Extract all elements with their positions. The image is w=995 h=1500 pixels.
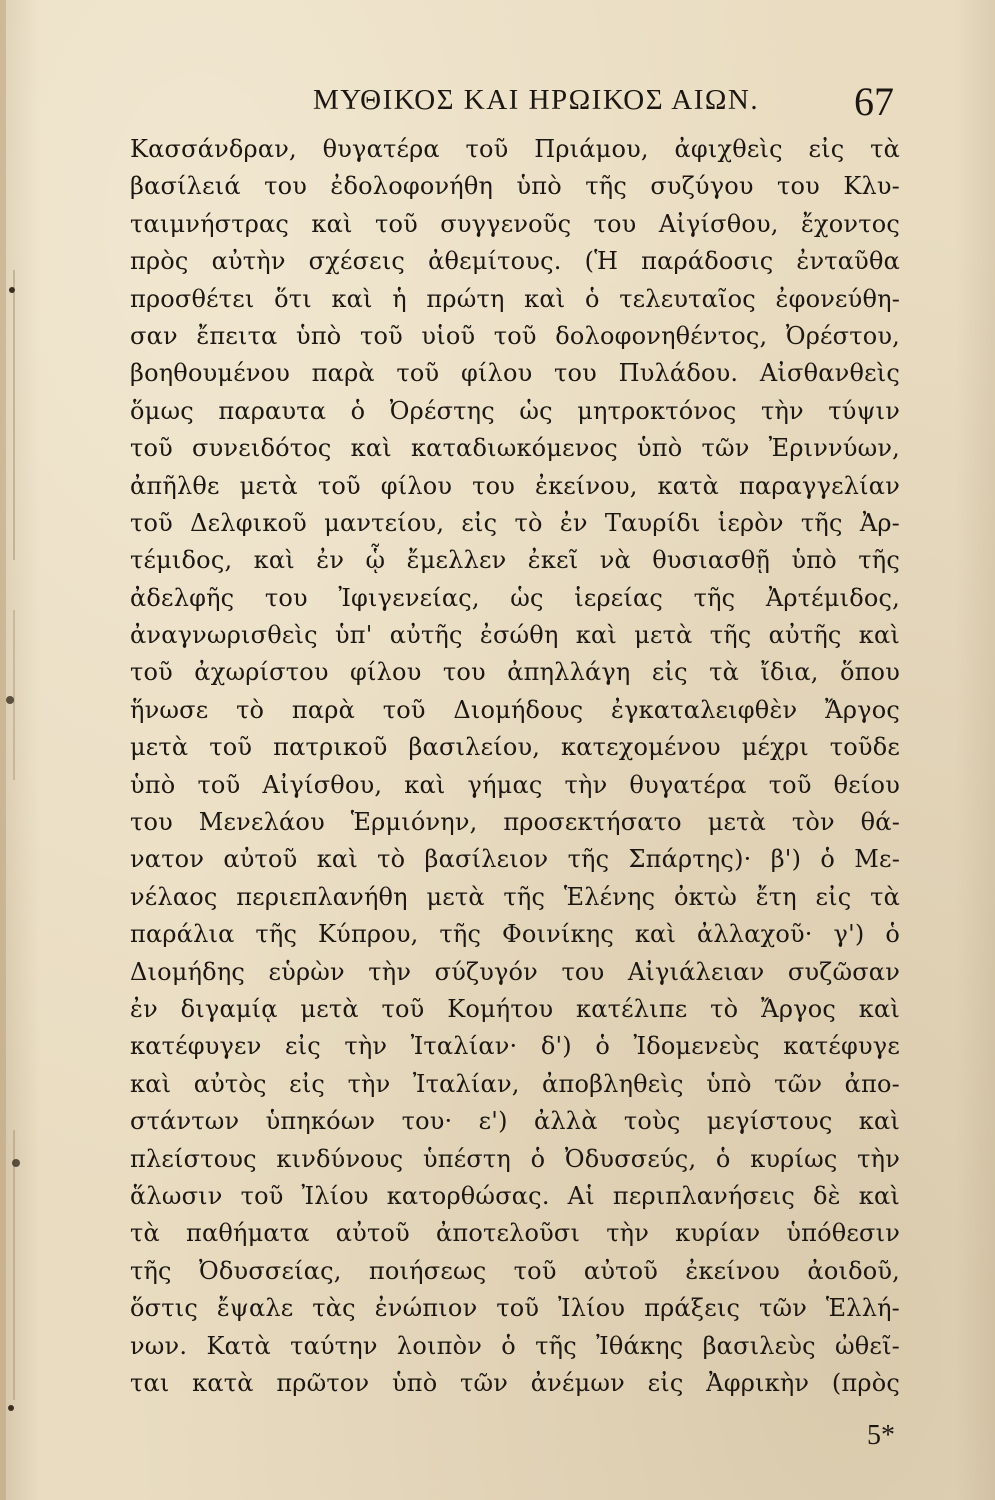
text-line: προσθέτει ὅτι καὶ ἡ πρώτη καὶ ὁ τελευταῖος ἐφονεύθη- [130, 284, 900, 313]
text-line: τὰ παθήματα αὐτοῦ ἀποτελοῦσι τὴν κυρίαν ὑπόθεσιν [130, 1219, 900, 1248]
text-line: ἀδελφῆς του Ἰφιγενείας, ὡς ἱερείας τῆς Ἀρτέμιδος, [130, 583, 900, 612]
running-header [130, 78, 900, 128]
text-line: σαν ἔπειτα ὑπὸ τοῦ υἱοῦ τοῦ δολοφονηθέντος, Ὀρέστου, [130, 321, 900, 350]
text-line: τοῦ συνειδότος καὶ καταδιωκόμενος ὑπὸ τῶν Ἐριννύων, [130, 434, 900, 463]
text-line: βασίλειά του ἐδολοφονήθη ὑπὸ τῆς συζύγου του Κλυ- [130, 172, 900, 201]
text-line: του Μενελάου Ἑρμιόνην, προσεκτήσατο μετὰ τὸν θά- [130, 808, 900, 837]
text-line: πλείστους κινδύνους ὑπέστη ὁ Ὀδυσσεύς, ὁ κυρίως τὴν [130, 1144, 900, 1173]
text-line: μετὰ τοῦ πατρικοῦ βασιλείου, κατεχομένου μέχρι τοῦδε [130, 733, 900, 762]
text-line: ἅλωσιν τοῦ Ἰλίου κατορθώσας. Αἱ περιπλανήσεις δὲ καὶ [130, 1181, 900, 1210]
text-line: βοηθουμένου παρὰ τοῦ φίλου του Πυλάδου. Αἰσθανθεὶς [130, 359, 900, 388]
text-line: ὑπὸ τοῦ Αἰγίσθου, καὶ γήμας τὴν θυγατέρα τοῦ θείου [130, 770, 900, 799]
text-line: ὅστις ἔψαλε τὰς ἐνώπιον τοῦ Ἰλίου πράξεις τῶν Ἑλλή- [130, 1294, 900, 1323]
running-title: ΜΥΘΙΚΟΣ ΚΑΙ ΗΡΩΙΚΟΣ ΑΙΩΝ. [313, 84, 760, 116]
text-line: καὶ αὐτὸς εἰς τὴν Ἰταλίαν, ἀποβληθεὶς ὑπὸ τῶν ἀπο- [130, 1069, 900, 1098]
printer-signature: 5* [867, 1420, 895, 1451]
text-line: νέλαος περιεπλανήθη μετὰ τῆς Ἑλένης ὀκτὼ ἔτη εἰς τὰ [130, 882, 900, 911]
text-line: ἥνωσε τὸ παρὰ τοῦ Διομήδους ἐγκαταλειφθὲν Ἄργος [130, 695, 900, 724]
text-line: στάντων ὑπηκόων του· ε') ἀλλὰ τοὺς μεγίστους καὶ [130, 1107, 900, 1136]
text-line: νατον αὐτοῦ καὶ τὸ βασίλειον τῆς Σπάρτης)· β') ὁ Με- [130, 845, 900, 874]
text-line: ὅμως παραυτα ὁ Ὀρέστης ὡς μητροκτόνος τὴν τύψιν [130, 396, 900, 425]
text-line: πρὸς αὐτὴν σχέσεις ἀθεμίτους. (Ἡ παράδοσις ἐνταῦθα [130, 247, 900, 276]
text-line: νων. Κατὰ ταύτην λοιπὸν ὁ τῆς Ἰθάκης βασιλεὺς ὠθεῖ- [130, 1331, 900, 1360]
text-line: Διομήδης εὑρὼν τὴν σύζυγόν του Αἰγιάλειαν συζῶσαν [130, 957, 900, 986]
text-line: τοῦ Δελφικοῦ μαντείου, εἰς τὸ ἐν Ταυρίδι ἱερὸν τῆς Ἀρ- [130, 508, 900, 537]
text-line: ἐν διγαμίᾳ μετὰ τοῦ Κομήτου κατέλιπε τὸ Ἄργος καὶ [130, 994, 900, 1023]
text-line: κατέφυγεν εἰς τὴν Ἰταλίαν· δ') ὁ Ἰδομενεὺς κατέφυγε [130, 1032, 900, 1061]
text-line: ταιμνήστρας καὶ τοῦ συγγενοῦς του Αἰγίσθου, ἔχοντος [130, 209, 900, 238]
text-line: παράλια τῆς Κύπρου, τῆς Φοινίκης καὶ ἀλλαχοῦ· γ') ὁ [130, 920, 900, 949]
text-line: τοῦ ἀχωρίστου φίλου του ἀπηλλάγη εἰς τὰ ἴδια, ὅπου [130, 658, 900, 687]
binding-edge-marks [0, 0, 40, 1500]
page-number: 67 [854, 79, 894, 124]
text-line: τῆς Ὀδυσσείας, ποιήσεως τοῦ αὐτοῦ ἐκείνου ἀοιδοῦ, [130, 1256, 900, 1285]
body-text [130, 131, 900, 1402]
text-line: ται κατὰ πρῶτον ὑπὸ τῶν ἀνέμων εἰς Ἀφρικὴν (πρὸς [130, 1368, 900, 1397]
text-line: ἀναγνωρισθεὶς ὑπ' αὐτῆς ἐσώθη καὶ μετὰ τῆς αὐτῆς καὶ [130, 621, 900, 650]
text-line: Κασσάνδραν, θυγατέρα τοῦ Πριάμου, ἀφιχθεὶς εἰς τὰ [130, 135, 900, 163]
text-line: τέμιδος, καὶ ἐν ᾧ ἔμελλεν ἐκεῖ νὰ θυσιασθῇ ὑπὸ τῆς [130, 546, 900, 575]
text-line: ἀπῆλθε μετὰ τοῦ φίλου του ἐκείνου, κατὰ παραγγελίαν [130, 471, 900, 500]
